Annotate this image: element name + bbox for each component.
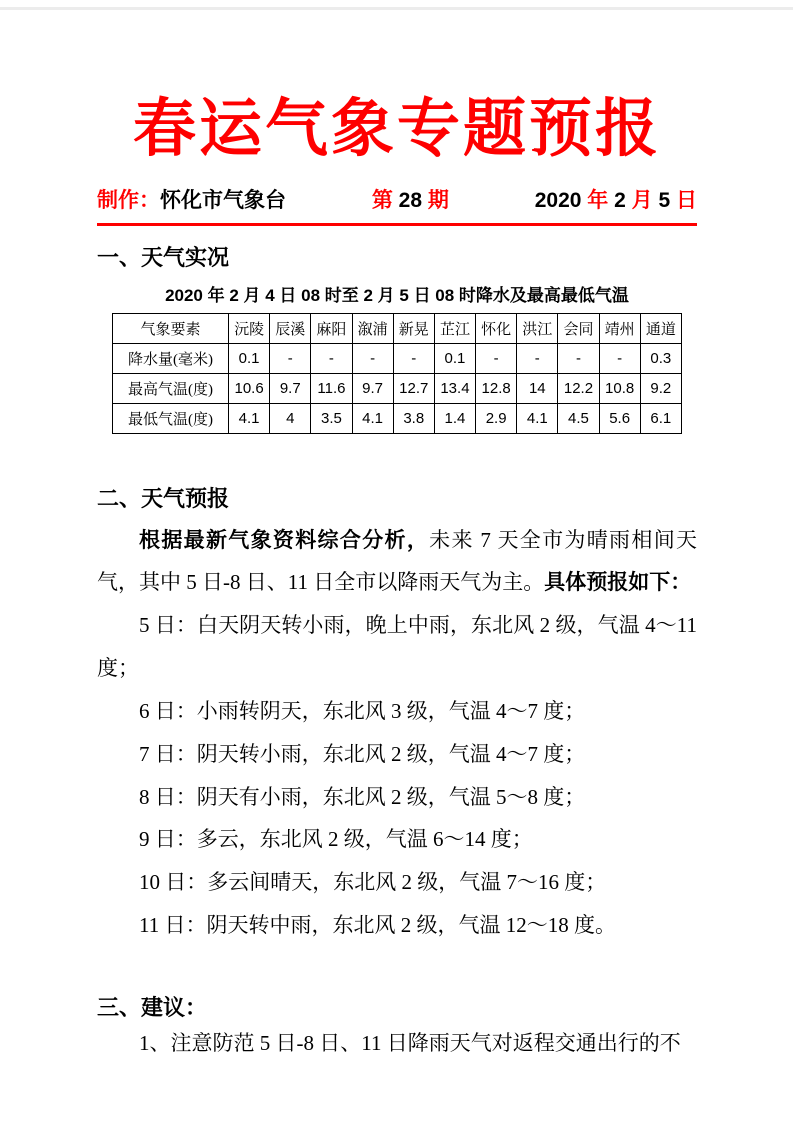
table-col-header-station: 通道	[640, 313, 681, 343]
table-col-header-station: 麻阳	[311, 313, 352, 343]
forecast-line: 10 日：多云间晴天，东北风 2 级，气温 7～16 度；	[139, 870, 607, 895]
advice-line: 1、注意防范 5 日-8 日、11 日降雨天气对返程交通出行的不	[139, 1030, 681, 1055]
document-title: 春运气象专题预报	[133, 94, 661, 164]
table-cell: 4.5	[558, 403, 599, 433]
table-cell: 9.7	[352, 373, 393, 403]
table-row	[113, 373, 682, 403]
issue-prefix: 第	[371, 188, 393, 212]
table-cell: -	[393, 343, 434, 373]
table-col-header-station: 怀化	[476, 313, 517, 343]
table-cell: -	[311, 343, 352, 373]
table-col-header-station: 会同	[558, 313, 599, 343]
forecast-intro-tail: 具体预报如下：	[544, 570, 692, 595]
table-cell: -	[270, 343, 311, 373]
table-cell: 12.2	[558, 373, 599, 403]
table-cell: 11.6	[311, 373, 352, 403]
weather-table	[112, 313, 682, 434]
table-cell: 12.7	[393, 373, 434, 403]
table-header-row	[113, 313, 682, 343]
table-cell: 10.6	[229, 373, 270, 403]
table-col-header-element: 气象要素	[113, 313, 229, 343]
section1-heading: 一、天气实况	[97, 244, 230, 270]
table-col-header-station: 辰溪	[270, 313, 311, 343]
issue-value: 28	[392, 188, 428, 212]
table-cell: 4	[270, 403, 311, 433]
date-month-unit: 月	[625, 188, 659, 212]
table-col-header-station: 芷江	[434, 313, 475, 343]
section2-heading: 二、天气预报	[97, 485, 230, 511]
producer	[97, 184, 286, 214]
table-cell: 3.5	[311, 403, 352, 433]
forecast-intro	[97, 519, 697, 605]
table-cell: -	[476, 343, 517, 373]
forecast-list	[97, 604, 697, 947]
meta-row	[97, 184, 697, 214]
forecast-line: 7 日：阴天转小雨，东北风 2 级，气温 4～7 度；	[139, 741, 586, 766]
table-cell: 9.2	[640, 373, 681, 403]
forecast-line: 11 日：阴天转中雨，东北风 2 级，气温 12～18 度。	[139, 913, 616, 938]
table-cell: 14	[517, 373, 558, 403]
advice-list	[97, 1022, 697, 1065]
table-col-header-station: 洪江	[517, 313, 558, 343]
table-cell: 13.4	[434, 373, 475, 403]
table-title: 2020 年 2 月 4 日 08 时至 2 月 5 日 08 时降水及最高最低气温	[165, 285, 629, 305]
red-divider	[97, 223, 697, 226]
table-cell: 0.1	[229, 343, 270, 373]
table-cell: -	[517, 343, 558, 373]
producer-label: 制作：	[97, 188, 160, 212]
forecast-line: 6 日：小雨转阴天，东北风 3 级，气温 4～7 度；	[139, 698, 586, 723]
table-col-header-station: 沅陵	[229, 313, 270, 343]
producer-name: 怀化市气象台	[160, 188, 286, 212]
table-row	[113, 403, 682, 433]
table-cell: 4.1	[517, 403, 558, 433]
table-cell: -	[558, 343, 599, 373]
table-cell: 2.9	[476, 403, 517, 433]
table-row	[113, 343, 682, 373]
section3-heading: 三、建议：	[97, 994, 208, 1020]
forecast-line: 9 日：多云，东北风 2 级，气温 6～14 度；	[139, 827, 533, 852]
table-cell: 0.1	[434, 343, 475, 373]
table-cell: 9.7	[270, 373, 311, 403]
table-row-label: 最高气温(度)	[113, 373, 229, 403]
issue-number	[372, 184, 449, 214]
table-cell: 4.1	[229, 403, 270, 433]
date-day: 5	[658, 188, 671, 212]
table-cell: 4.1	[352, 403, 393, 433]
date-year-unit: 年	[581, 188, 615, 212]
issue-date	[535, 184, 697, 214]
table-row-label: 降水量(毫米)	[113, 343, 229, 373]
table-cell: 5.6	[599, 403, 640, 433]
table-cell: 3.8	[393, 403, 434, 433]
forecast-line: 8 日：阴天有小雨，东北风 2 级，气温 5～8 度；	[139, 784, 586, 809]
date-year: 2020	[534, 188, 582, 212]
table-col-header-station: 新晃	[393, 313, 434, 343]
table-cell: 1.4	[434, 403, 475, 433]
date-month: 2	[614, 188, 626, 212]
date-day-unit: 日	[670, 188, 697, 212]
table-col-header-station: 溆浦	[352, 313, 393, 343]
issue-suffix: 期	[427, 188, 449, 212]
table-cell: 6.1	[640, 403, 681, 433]
table-cell: 10.8	[599, 373, 640, 403]
page-top-edge	[0, 7, 793, 10]
table-row-label: 最低气温(度)	[113, 403, 229, 433]
table-cell: 0.3	[640, 343, 681, 373]
forecast-line: 5 日：白天阴天转小雨，晚上中雨，东北风 2 级，气温 4～11 度；	[97, 613, 697, 681]
table-cell: 12.8	[476, 373, 517, 403]
forecast-intro-body: 未来 7 天全市为晴雨相间天气，其中 5 日-8 日、11 日全市以降雨天气为主。	[97, 527, 698, 595]
table-cell: -	[352, 343, 393, 373]
table-cell: -	[599, 343, 640, 373]
table-col-header-station: 靖州	[599, 313, 640, 343]
forecast-intro-lead: 根据最新气象资料综合分析，	[139, 527, 430, 552]
